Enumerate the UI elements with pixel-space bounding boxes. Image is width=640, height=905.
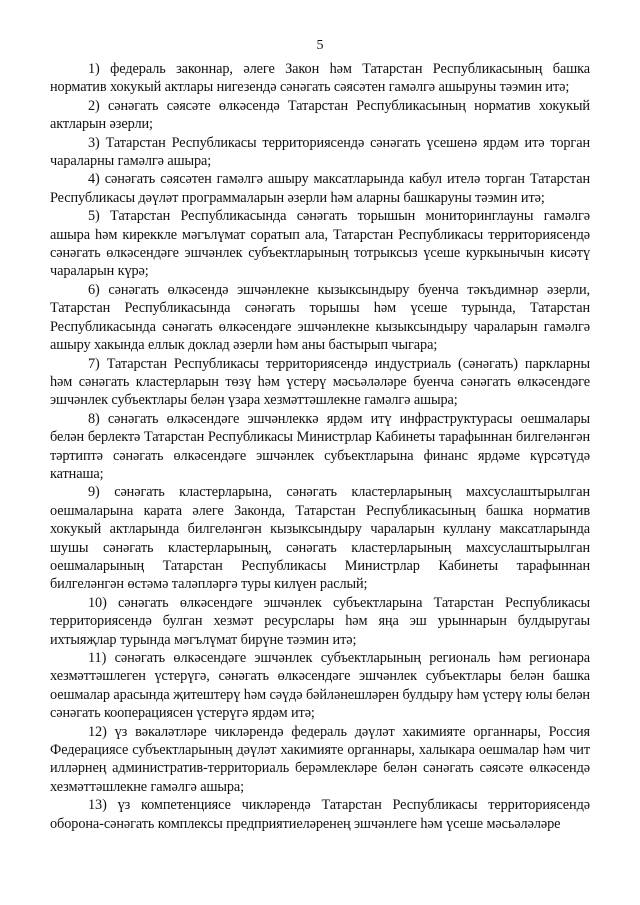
paragraph-3: 3) Татарстан Республикасы территориясендә сәнәгать үсешенә ярдәм итә торган чараларны гамәлгә ашыра; xyxy=(50,134,590,170)
paragraph-5: 5) Татарстан Республикасында сәнәгать торышын мониторинглауны гамәлгә ашыра һәм киреккле мәгълүмат соратып ала, Татарстан Республикасы территориясендә сәнәгать өлкәсендәге эшчәнлек субъектларының тотрыксыз үсеше куркынычын кисәтү чараларын күрә; xyxy=(50,208,590,280)
document-body xyxy=(50,60,590,833)
paragraph-11: 11) сәнәгать өлкәсендәге эшчәнлек субъектларының региональ һәм регионара хезмәттәшлеген үстерүгә, сәнәгать өлкәсендәге эшчәнлек субъектлары белән башка оешмалар арасында җитештерү һәм сәүдә бәйләнешләрен булдыру һәм үстерү юлы белән сәнәгать кооперациясен үстерүгә ярдәм итә; xyxy=(50,650,590,722)
paragraph-1: 1) федераль законнар, әлеге Закон һәм Татарстан Республикасының башка норматив хокукый актлары нигезендә сәнәгать сәясәтен гамәлгә ашыруны тәэмин итә; xyxy=(50,61,590,96)
paragraph-4: 4) сәнәгать сәясәтен гамәлгә ашыру максатларында кабул ителә торган Татарстан Республикасы дәүләт программаларын әзерли һәм аларны башкаруны тәэмин итә; xyxy=(50,171,590,206)
paragraph-9: 9) сәнәгать кластерларына, сәнәгать кластерларының махсуслаштырылган оешмаларына карата әлеге Законда, Татарстан Республикасының башка норматив хокукый актларында билгеләнгән кызыксындыру чараларын куллану максатларында шушы сәнәгать кластерларының, сәнәгать кластерларының махсуслаштырылган оешмаларының Татарстан Республикасы Министрлар Кабинеты тарафыннан билгеләнгән өстәмә таләпләргә туры килүен раслый; xyxy=(50,484,590,593)
paragraph-13: 13) үз компетенциясе чикләрендә Татарстан Республикасы территориясендә оборона-сәнәгать комплексы предприятиеләренең эшчәнлеге һәм үсеше мәсьәләләре xyxy=(50,797,590,832)
paragraph-2: 2) сәнәгать сәясәте өлкәсендә Татарстан Республикасының норматив хокукый актларын әзерли; xyxy=(50,97,590,133)
paragraph-6: 6) сәнәгать өлкәсендә эшчәнлекне кызыксындыру буенча тәкъдимнәр әзерли, Татарстан Республикасында сәнәгать торышы һәм үсеше турында, Татарстан Республикасында сәнәгать өлкәсендәге эшчәнлекне кызыксындыру чараларын гамәлгә ашыру хакында еллык доклад әзерли һәм аны бастырып чыгара; xyxy=(50,281,590,354)
paragraph-7: 7) Татарстан Республикасы территориясендә индустриаль (сәнәгать) паркларны һәм сәнәгать кластерларын төзү һәм үстерү мәсьәләләре буенча сәнәгать өлкәсендәге эшчәнлек субъектлары белән үзара хезмәттәшлекне гамәлгә ашыра; xyxy=(50,355,590,409)
paragraph-8: 8) сәнәгать өлкәсендәге эшчәнлеккә ярдәм итү инфраструктурасы оешмалары белән берлектә Татарстан Республикасы Министрлар Кабинеты тарафыннан билгеләнгән тәртиптә сәнәгать өлкәсендәге эшчәнлек субъектларына финанс ярдәме күрсәтүдә катнаша; xyxy=(50,410,590,482)
paragraph-12: 12) үз вәкаләтләре чикләрендә федераль дәүләт хакимияте органнары, Россия Федерациясе субъектларының дәүләт хакимияте органнары, халыкара оешмалар һәм чит илләрнең административ-территориаль берәмлекләре белән сәнәгать сәясәте өлкәсендә хезмәттәшлекне гамәлгә ашыра; xyxy=(50,723,590,795)
page-number: 5 xyxy=(316,38,324,53)
paragraph-10: 10) сәнәгать өлкәсендәге эшчәнлек субъектларына Татарстан Республикасы территориясендә булган хезмәт ресурслары һәм яңа эш урыннарын булдыругаы ихтыяҗлар турында мәгълүмат бирүне тәэмин итә; xyxy=(50,594,590,648)
